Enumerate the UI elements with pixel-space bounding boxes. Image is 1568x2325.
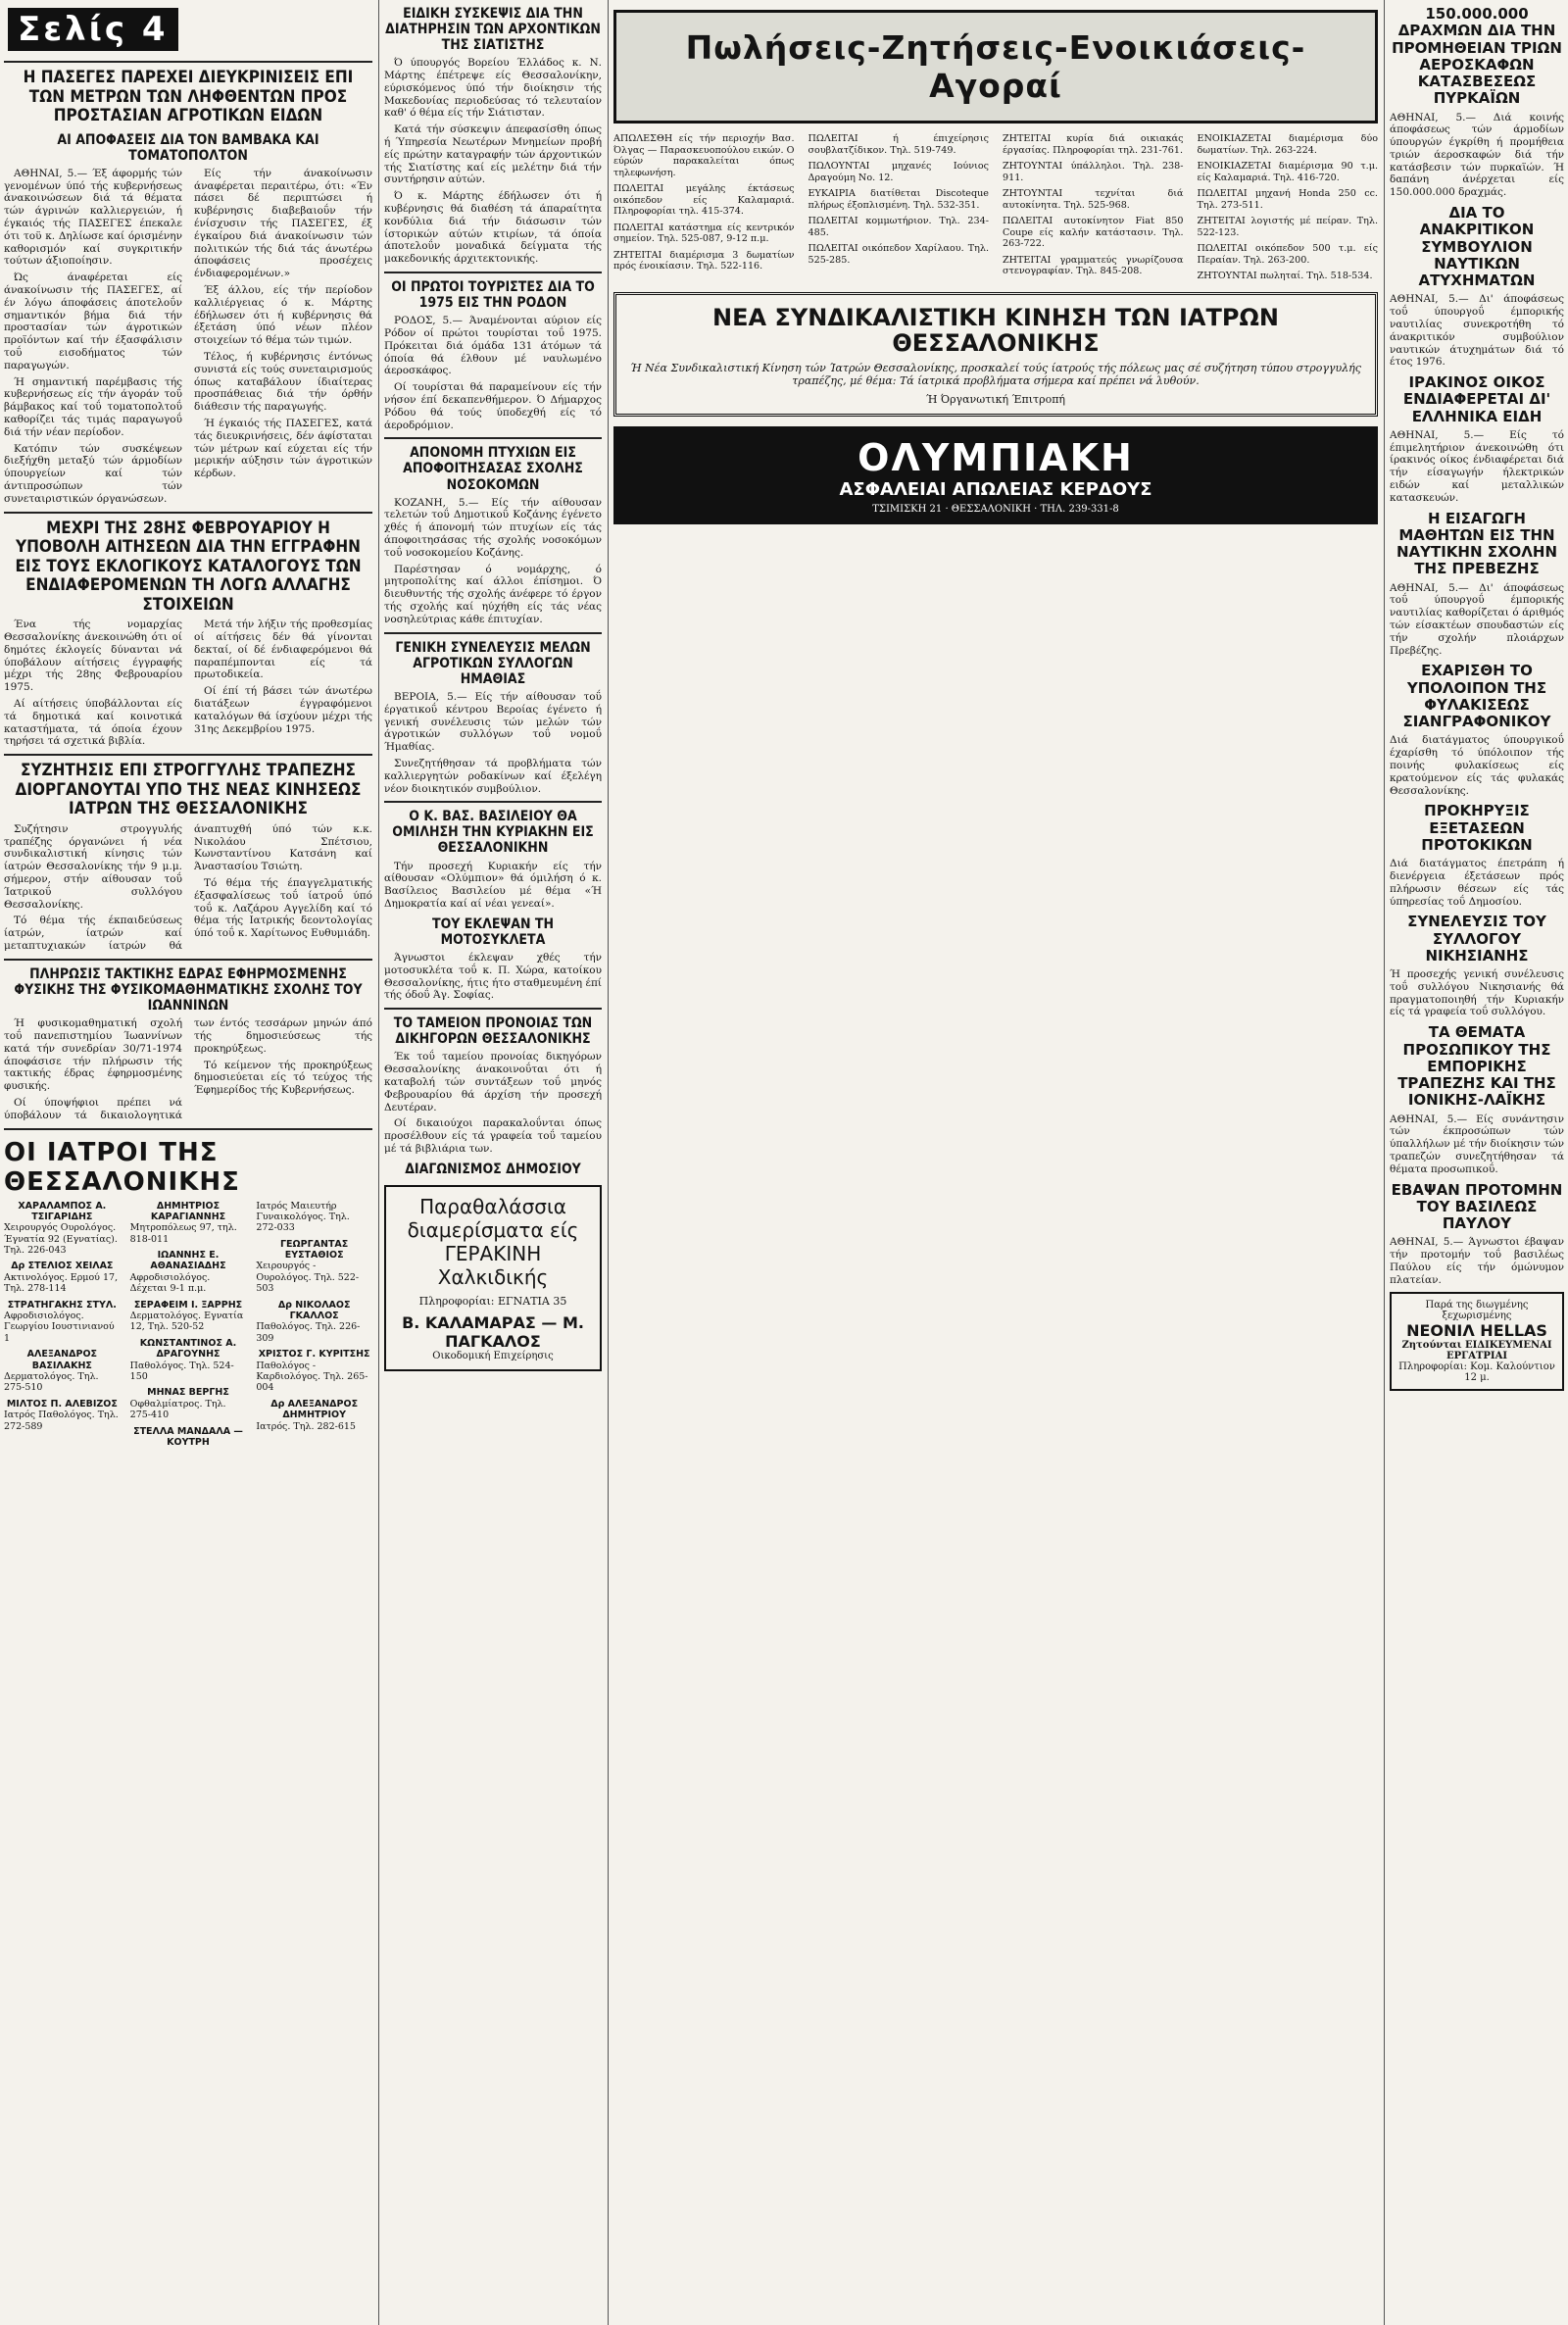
olympiaki-logo: ΟΛΥΜΠΙΑΚΗ (858, 436, 1134, 480)
ad-neonil-hellas: Παρά της διωγμένης ξεχωρισμένης ΝΕΟΝΙΛ HELLAS Ζητούνται ΕΙΔΙΚΕΥΜΕΝΑΙ ΕΡΓΑΤΡΙΑΙ Πληροφορίαι: Κομ. Καλούντιον 12 μ. (1390, 1292, 1564, 1391)
classifieds-section (613, 0, 1378, 2325)
divider (4, 61, 372, 63)
article-farmers-assembly: ΒΕΡΟΙΑ, 5.— Είς τήν αίθουσαν τοΰ έργατικοΰ κέντρου Βεροίας έγένετο ή γενική συνέλευσις τών μελών τών άγροτικών συλλόγων τοΰ νομοΰ Ήμαθίας. Συνεζητήθησαν τά προβλήματα τών καλλιεργητών ροδακίνων καί έξελέγη νέον διοικητικόν συμβούλιον. (384, 690, 602, 795)
headline-maritime-council: ΔΙΑ ΤΟ ΑΝΑΚΡΙΤΙΚΟΝ ΣΥΜΒΟΥΛΙΟΝ ΝΑΥΤΙΚΩΝ ΑΤΥΧΗΜΑΤΩΝ (1418, 204, 1536, 290)
article-rhodes-tourists: ΡΟΔΟΣ, 5.— Άναμένονται αύριον είς Ρόδον οί πρώτοι τουρίσται τοΰ 1975. Πρόκειται διά όμάδα 131 άτόμων τά όποία θά έλθουν μέ ναυλωμένο άεροσκάφος. Οί τουρίσται θά παραμείνουν είς τήν νήσον έπί δεκαπενθήμερον. Ό Δήμαρχος Ρόδου θά τούς ύποδεχθή είς τό άεροδρόμιον. (384, 315, 602, 431)
doctor-entry: ΚΩΝΣΤΑΝΤΙΝΟΣ Α. ΔΡΑΓΟΥΝΗΣ Παθολόγος. Τηλ. 524-150 (129, 1337, 237, 1382)
doctor-entry: ΧΡΙΣΤΟΣ Γ. ΚΥΡΙΤΣΗΣ Παθολόγος - Καρδιολόγος. Τηλ. 265-004 (256, 1349, 370, 1394)
column-rule (1384, 0, 1385, 2325)
headline-lawyers-fund: ΤΟ ΤΑΜΕΙΟΝ ΠΡΟΝΟΙΑΣ ΤΩΝ ΔΙΚΗΓΟΡΩΝ ΘΕΣΣΑΛΟΝΙΚΗΣ (393, 1015, 593, 1048)
article-lawyers-fund: Έκ τοΰ ταμείου προνοίας δικηγόρων Θεσσαλονίκης άνακοινοΰται ότι ή καταβολή τών συντάξεων τοΰ μηνός Φεβρουαρίου θά άρχίση τήν προσεχή Δευτέραν. Οί δικαιούχοι παρακαλοΰνται όπως προσέλθουν είς τά γραφεία τοΰ ταμείου μέ τά βιβλιάρια των. (384, 1051, 602, 1155)
doctor-entry: ΧΑΡΑΛΑΜΠΟΣ Α. ΤΣΙΓΑΡΙΔΗΣ Χειρουργός Ουρολόγος. Έγνατία 92 (Εγνατίας). Τηλ. 226-043 (4, 1200, 118, 1257)
article-stolen-motorcycle: Άγνωστοι έκλεψαν χθές τήν μοτοσυκλέτα τοΰ κ. Π. Χώρα, κατοίκου Θεσσαλονίκης, ήτις ήτο σταθμευμένη έπί τής όδοΰ Άγ. Σοφίας. (384, 951, 602, 1002)
classified-ads (613, 133, 1378, 282)
article-preveza-school: ΑΘΗΝΑΙ, 5.— Δι' άποφάσεως τοΰ ύπουργοΰ έμπορικής ναυτιλίας καθορίζεται ό άριθμός τών είσακτέων σπουδαστών είς τήν σχολήν πλοιάρχων Πρεβέζης. (1390, 581, 1564, 657)
classified-ad: ΠΩΛΕΙΤΑΙ ή έπιχείρησις σουβλατζίδικον. Τηλ. 519-749. (808, 133, 989, 156)
headline-pardon: ΕΧΑΡΙΣΘΗ ΤΟ ΥΠΟΛΟΙΠΟΝ ΤΗΣ ΦΥΛΑΚΙΣΕΩΣ ΣΙΑΝΓΡΑΦΟΝΙΚΟΥ (1402, 662, 1551, 731)
classified-ad: ΖΗΤΕΙΤΑΙ κυρία διά οικιακάς έργασίας. Πληροφορίαι τηλ. 231-761. (1003, 133, 1184, 156)
column-rule (378, 0, 379, 2325)
classified-ad: ΕΝΟΙΚΙΑΖΕΤΑΙ διαμέρισμα 90 τ.μ. είς Καλαμαριά. Τηλ. 416-720. (1197, 161, 1378, 183)
article-nikisiani: Ή προσεχής γενική συνέλευσις τοΰ συλλόγου Νικησιανής θά πραγματοποιηθή τήν Κυριακήν είς τά γραφεία τοΰ συλλόγου. (1390, 968, 1564, 1018)
classified-ad: ΕΥΚΑΙΡΙΑ διατίθεται Discoteque πλήρως έξοπλισμένη. Τηλ. 532-351. (808, 188, 989, 211)
article-vasileiou-speech: Τήν προσεχή Κυριακήν είς τήν αίθουσαν «Ολύμπιον» θά όμιλήση ό κ. Βασίλειος Βασιλείου μέ θέμα «Ή Δημοκρατία καί αί νέαι γενεαί». (384, 860, 602, 910)
ad-doctors-union: ΝΕΑ ΣΥΝΔΙΚΑΛΙΣΤΙΚΗ ΚΙΝΗΣΗ ΤΩΝ ΙΑΤΡΩΝ ΘΕΣΣΑΛΟΝΙΚΗΣ Ή Νέα Συνδικαλιστική Κίνηση τών Ίατρών Θεσσαλονίκης, προσκαλεί τούς ίατρούς τής πόλεως μας σέ συζήτηση τύπου στρογγυλής τραπέζης, μέ θέμα: Τά ίατρικά προβλήματα σήμερα καί πρέπει νά λυθούν. Ή Όργανωτική Έπιτροπή (613, 292, 1378, 418)
ad-olympiaki-insurance: ΟΛΥΜΠΙΑΚΗ ΑΣΦΑΛΕΙΑΙ ΑΠΩΛΕΙΑΣ ΚΕΡΔΟΥΣ ΤΣΙΜΙΣΚΗ 21 · ΘΕΣΣΑΛΟΝΙΚΗ · ΤΗΛ. 239-331-8 (613, 426, 1378, 524)
article-round-table: Συζήτησιν στρογγυλής τραπέζης όργανώνει ή νέα συνδικαλιστική κίνησις τών ίατρών Θεσσαλονίκης τήν 9 μ.μ. σήμερον, στήν αίθουσαν τοΰ Ίατρικοΰ συλλόγου Θεσσαλονίκης. Τό θέμα τής έκπαιδεύσεως ίατρών, ίατρών καί μεταπτυχιακών ίατρών θά άναπτυχθή ύπό τών κ.κ. Νικολάου Σπέτσιου, Κωνσταντίνου Κατσάνη καί Άναστασίου Τσιώτη. Τό θέμα τής έπαγγελματικής έξασφαλίσεως τοΰ ίατροΰ ύπό τοΰ κ. Λαζάρου Αγγελίδη καί τό θέμα τής Ιατρικής δεοντολογίας ύπό τοΰ κ. Χαρίτωνος Ευθυμιάδη. (4, 822, 372, 953)
page-masthead: Σελίς 4 (8, 8, 178, 51)
classified-ad: ΠΩΛΕΙΤΑΙ αυτοκίνητον Fiat 850 Coupe είς καλήν κατάστασιν. Τηλ. 263-722. (1003, 216, 1184, 249)
article-iraqi-firm: ΑΘΗΝΑΙ, 5.— Είς τό έπιμελητήριον άνεκοινώθη ότι ίρακινός οίκος ένδιαφέρεται διά τήν είσαγωγήν ήλεκτρικών ειδών καί μεταλλικών κατασκευών. (1390, 428, 1564, 504)
article-pardon: Διά διατάγματος ύπουργικοΰ έχαρίσθη τό ύπόλοιπον τής ποινής φυλακίσεως είς κρατούμενον είς τάς φυλακάς Θεσσαλονίκης. (1390, 734, 1564, 797)
doctors-directory-title: ΟΙ ΙΑΤΡΟΙ ΤΗΣ ΘΕΣΣΑΛΟΝΙΚΗΣ (4, 1137, 240, 1197)
article-physics-chair: Ή φυσικομαθηματική σχολή τοΰ πανεπιστημίου Ίωαννίνων κατά τήν συνεδρίαν 30/71-1974 άποφάσισε τήν πλήρωσιν τής τακτικής έδρας έφηρμοσμένης φυσικής. Οί ύποψήφιοι πρέπει νά ύποβάλουν τά δικαιολογητικά των έντός τεσσάρων μηνών άπό τής δημοσιεύσεως τής προκηρύξεως. Τό κείμενον τής προκηρύξεως δημοσιεύεται είς τό τεύχος τής Έφημερίδος τής Κυβερνήσεως. (4, 1017, 372, 1121)
headline-round-table: ΣΥΖΗΤΗΣΙΣ ΕΠΙ ΣΤΡΟΓΓΥΛΗΣ ΤΡΑΠΕΖΗΣ ΔΙΟΡΓΑΝΟΥΤΑΙ ΥΠΟ ΤΗΣ ΝΕΑΣ ΚΙΝΗΣΕΩΣ ΙΑΤΡΩΝ ΤΗΣ ΘΕΣΣΑΛΟΝΙΚΗΣ (15, 761, 362, 819)
headline-stolen-motorcycle: ΤΟΥ ΕΚΛΕΨΑΝ ΤΗ ΜΟΤΟΣΥΚΛΕΤΑ (431, 915, 555, 948)
doctor-entry: ΣΤΕΛΛΑ ΜΑΝΔΑΛΑ — ΚΟΥΤΡΗ Ιατρός Μαιευτήρ Γυναικολόγος. Τηλ. 272-033 (133, 1200, 350, 1448)
doctor-entry: ΜΗΝΑΣ ΒΕΡΓΗΣ Οφθαλμίατρος. Τηλ. 275-410 (129, 1387, 229, 1421)
subheadline-cotton-tomato: ΑΙ ΑΠΟΦΑΣΕΙΣ ΔΙΑ ΤΟΝ ΒΑΜΒΑΚΑ ΚΑΙ ΤΟΜΑΤΟΠΟΛΤΟΝ (57, 131, 319, 164)
classified-ad: ΠΩΛΕΙΤΑΙ μεγάλης έκτάσεως οικόπεδον είς Καλαμαριά. Πληροφορίαι τηλ. 415-374. (613, 183, 795, 217)
article-exams: Διά διατάγματος έπετράπη ή διενέργεια έξετάσεων πρός πλήρωσιν θέσεων είς τάς ύπηρεσίας τοΰ Δημοσίου. (1390, 858, 1564, 908)
headline-vasileiou-speech: Ο Κ. ΒΑΣ. ΒΑΣΙΛΕΙΟΥ ΘΑ ΟΜΙΛΗΣΗ ΤΗΝ ΚΥΡΙΑΚΗΝ ΕΙΣ ΘΕΣΣΑΛΟΝΙΚΗΝ (392, 809, 594, 857)
classifieds-banner: Πωλήσεις-Ζητήσεις-Ενοικιάσεις-Αγοραί (613, 10, 1378, 124)
headline-iraqi-firm: ΙΡΑΚΙΝΟΣ ΟΙΚΟΣ ΕΝΔΙΑΦΕΡΕΤΑΙ ΔΙ' ΕΛΛΗΝΙΚΑ ΕΙΔΗ (1402, 373, 1551, 425)
doctor-entry: ΣΕΡΑΦΕΙΜ Ι. ΞΑΡΡΗΣ Δερματολόγος. Εγνατία 12, Τηλ. 520-52 (129, 1299, 244, 1333)
divider (384, 1008, 602, 1010)
headline-farmers-assembly: ΓΕΝΙΚΗ ΣΥΝΕΛΕΥΣΙΣ ΜΕΛΩΝ ΑΓΡΟΤΙΚΩΝ ΣΥΛΛΟΓΩΝ ΗΜΑΘΙΑΣ (395, 639, 591, 687)
doctor-entry: ΙΩΑΝΝΗΣ Ε. ΑΘΑΝΑΣΙΑΔΗΣ Αφροδισιολόγος. Δέχεται 9-1 π.μ. (129, 1250, 226, 1295)
headline-electoral-lists: ΜΕΧΡΙ ΤΗΣ 28ΗΣ ΦΕΒΡΟΥΑΡΙΟΥ Η ΥΠΟΒΟΛΗ ΑΙΤΗΣΕΩΝ ΔΙΑ ΤΗΝ ΕΓΓΡΑΦΗΝ ΕΙΣ ΤΟΥΣ ΕΚΛΟΓΙΚΟΥΣ ΚΑΤΑΛΟΓΟΥΣ ΤΩΝ ΕΝΔΙΑΦΕΡΟΜΕΝΩΝ ΤΗ ΛΟΓΩ ΑΛΛΑΓΗΣ ΣΤΟΙΧΕΙΩΝ (15, 518, 362, 615)
left-column (4, 0, 372, 2325)
classified-ad: ΠΩΛΕΙΤΑΙ κομμωτήριον. Τηλ. 234-485. (808, 216, 989, 238)
divider (4, 754, 372, 756)
headline-aircraft: 150.000.000 ΔΡΑΧΜΩΝ ΔΙΑ ΤΗΝ ΠΡΟΜΗΘΕΙΑΝ ΤΡΙΩΝ ΑΕΡΟΣΚΑΦΩΝ ΚΑΤΑΣΒΕΣΕΩΣ ΠΥΡΚΑΪΩΝ (1392, 5, 1562, 108)
divider (384, 632, 602, 634)
article-nursing-diplomas: ΚΟΖΑΝΗ, 5.— Είς τήν αίθουσαν τελετών τοΰ Δημοτικοΰ Κοζάνης έγένετο χθές ή άπονομή τών πτυχίων είς τάς άποφοιτησάσας τής σχολής νοσοκόμων τοΰ νοσοκομείου Κοζάνης. Παρέστησαν ό νομάρχης, ό μητροπολίτης καί άλλοι έπίσημοι. Ό διευθυντής τής σχολής άνέφερε τό έργον τής σχολής καί ηύχήθη είς τάς νέας νοσηλεύτριας κάθε έπιτυχίαν. (384, 496, 602, 625)
article-aircraft: ΑΘΗΝΑΙ, 5.— Διά κοινής άποφάσεως τών άρμοδίων ύπουργών έγκρίθη ή προμήθεια τριών άεροσκαφών διά τήν κατάσβεσιν τών πυρκαϊών. Ή δαπάνη άνέρχεται είς 150.000.000 δραχμάς. (1390, 111, 1564, 199)
doctor-entry: ΣΤΡΑΤΗΓΑΚΗΣ ΣΤΥΛ. Αφροδισιολόγος. Γεωργίου Ιουστινιανού 1 (4, 1299, 117, 1344)
classified-ad: ΠΩΛΕΙΤΑΙ μηχανή Honda 250 cc. Τηλ. 273-511. (1197, 188, 1378, 211)
article-electoral-lists: Ένα τής νομαρχίας Θεσσαλονίκης άνεκοινώθη ότι οί δημότες έκλογείς δύνανται νά ύποβάλουν αίτήσεις έγγραφής μέχρι τής 28ης Φεβρουαρίου 1975. Αί αίτήσεις ύποβάλλονται είς τά δημοτικά καί κοινοτικά καταστήματα, τά όποία έχουν τηρήσει τά σχετικά βιβλία. Μετά τήν λήξιν τής προθεσμίας οί αίτήσεις δέν θά γίνονται δεκταί, οί δέ ένδιαφερόμενοι θά παραπέμπονται είς τά πρωτοδικεία. Οί έπί τή βάσει τών άνωτέρω διατάξεων έγγραφόμενοι καταλόγων θά ίσχύουν μέχρι τής 31ης Δεκεμβρίου 1975. (4, 618, 372, 748)
headline-nikisiani: ΣΥΝΕΛΕΥΣΙΣ ΤΟΥ ΣΥΛΛΟΓΟΥ ΝΙΚΗΣΙΑΝΗΣ (1407, 913, 1546, 965)
classified-ad: ΖΗΤΟΥΝΤΑΙ ύπάλληλοι. Τηλ. 238-911. (1003, 161, 1184, 183)
divider (4, 959, 372, 961)
divider (4, 1128, 372, 1130)
classified-ad: ΠΩΛΕΙΤΑΙ οικόπεδον Χαρίλαου. Τηλ. 525-285. (808, 243, 989, 266)
classified-ad: ΠΩΛΕΙΤΑΙ κατάστημα είς κεντρικόν σημείον. Τηλ. 525-087, 9-12 π.μ. (613, 222, 795, 244)
doctor-entry: Δρ ΝΙΚΟΛΑΟΣ ΓΚΑΛΛΟΣ Παθολόγος. Τηλ. 226-309 (256, 1299, 361, 1344)
second-column (384, 0, 602, 2325)
divider (384, 437, 602, 439)
article-maritime-council: ΑΘΗΝΑΙ, 5.— Δι' άποφάσεως τοΰ ύπουργοΰ έμπορικής ναυτιλίας συνεκροτήθη τό άνακριτικόν συμβούλιον ναυτικών άτυχημάτων διά τό έτος 1976. (1390, 293, 1564, 369)
article-pasegeses: ΑΘΗΝΑΙ, 5.— Έξ άφορμής τών γενομένων ύπό τής κυβερνήσεως άνακοινώσεων διά τά θέματα τών άγρινών καλλιεργειών, ή έγκαιός τής ΠΑΣΕΓΕΣ έπεκαλε ότι τοϋ κ. Δηλίωσε καί όρισμένην καθορισμόν καί συγκριτικήν τούτων άξιοποίησιν. Ώς άναφέρεται είς άνακοίνωσιν τής ΠΑΣΕΓΕΣ, αί έν λόγω άποφάσεις άποτελοΰν σημαντικόν βήμα διά τήν προστασίαν τών άγροτικών προϊόντων καί τήν έξασφάλισιν τοΰ εισοδήματος τών παραγωγών. Ή σημαντική παρέμβασις τής κυβερνήσεως είς τήν άγοράν τοΰ βάμβακος καί τοΰ τοματοπολτοΰ καθορίζει τάς τιμάς παραγωγοΰ διά τήν νέαν περίοδον. Κατόπιν τών συσκέψεων διεξήχθη μεταξύ τών άρμοδίων ύπουργείων καί τών άντιπροσώπων τών συνεταιριστικών όργανώσεων. Είς τήν άνακοίνωσιν άναφέρεται περαιτέρω, ότι: «Έν πάσει δέ περιπτώσει ή κυβέρνησις διαβεβαιοΰν τήν ένίσχυσιν τής ΠΑΣΕΓΕΣ, έξ έγκαίρου διά άνακοίνωσιν τών πολιτικών τής διά τάς άνωτέρω άποφάσεις προσέχεις ένδιαφερομένων.» Έξ άλλου, είς τήν περίοδον καλλιέργειας ό κ. Μάρτης έδήλωσεν ότι ή κυβέρνησις θά έξετάση ύπό νέων πλέον στοιχείων τό θέμα τών τιμών. Τέλος, ή κυβέρνησις έντόνως συνιστά είς τούς συνεταιρισμούς όπως καταβάλουν ίδιαίτερας προσπάθειας διά τήν όρθήν διάθεσιν τής παραγωγής. Ή έγκαιός τής ΠΑΣΕΓΕΣ, κατά τάς διευκρινήσεις, δέν άφίσταται τών μέτρων καί εύχεται είς τήν μερικήν αύξησιν τών άγροτικών κέρδων. (4, 167, 372, 505)
article-bank-staff: ΑΘΗΝΑΙ, 5.— Είς συνάντησιν τών έκπροσώπων τών ύπαλλήλων μέ τήν διοίκησιν τών τραπεζών συνεζητήθησαν τά θέματα προσωπικοΰ. (1390, 1113, 1564, 1175)
classified-ad: ΖΗΤΕΙΤΑΙ γραμματεύς γνωρίζουσα στενογραφίαν. Τηλ. 845-208. (1003, 254, 1184, 276)
doctor-entry: ΔΗΜΗΤΡΙΟΣ ΚΑΡΑΓΙΑΝΝΗΣ Μητροπόλεως 97, τηλ. 818-011 (129, 1200, 237, 1245)
divider (4, 512, 372, 514)
headline-nursing-diplomas: ΑΠΟΝΟΜΗ ΠΤΥΧΙΩΝ ΕΙΣ ΑΠΟΦΟΙΤΗΣΑΣΑΣ ΣΧΟΛΗΣ ΝΟΣΟΚΟΜΩΝ (403, 445, 583, 493)
divider (384, 272, 602, 273)
doctor-entry: Δρ ΑΛΕΞΑΝΔΡΟΣ ΔΗΜΗΤΡΙΟΥ Ιατρός. Τηλ. 282-615 (256, 1398, 359, 1432)
headline-preveza-school: Η ΕΙΣΑΓΩΓΗ ΜΑΘΗΤΩΝ ΕΙΣ ΤΗΝ ΝΑΥΤΙΚΗΝ ΣΧΟΛΗΝ ΤΗΣ ΠΡΕΒΕΖΗΣ (1396, 509, 1558, 578)
column-rule (608, 0, 609, 2325)
doctors-directory (4, 1201, 372, 1449)
classified-ad: ΕΝΟΙΚΙΑΖΕΤΑΙ διαμέρισμα δύο δωματίων. Τηλ. 263-224. (1197, 133, 1378, 156)
doctor-entry: ΜΙΛΤΟΣ Π. ΑΛΕΒΙΖΟΣ Ιατρός Παθολόγος. Τηλ. 272-589 (4, 1398, 119, 1432)
classified-ad: ΖΗΤΟΥΝΤΑΙ πωληταί. Τηλ. 518-534. (1197, 271, 1373, 281)
headline-physics-chair: ΠΛΗΡΩΣΙΣ ΤΑΚΤΙΚΗΣ ΕΔΡΑΣ ΕΦΗΡΜΟΣΜΕΝΗΣ ΦΥΣΙΚΗΣ ΤΗΣ ΦΥΣΙΚΟΜΑΘΗΜΑΤΙΚΗΣ ΣΧΟΛΗΣ ΤΟΥ ΙΩΑΝΝΙΝΩΝ (14, 965, 363, 1014)
article-siatista: Ό ύπουργός Βορείου Έλλάδος κ. Ν. Μάρτης έπέτρεψε είς Θεσσαλονίκην, εύρισκόμενος ύπό τήν διοίκησιν τής Μακεδονίας περιοδεύσας τό τελευταίον καθ' ό θέμα είς τήν Σιάτισταν. Κατά τήν σύσκεψιν άπεφασίσθη όπως ή Ύπηρεσία Νεωτέρων Μνημείων προβή είς πρώτην καταγραφήν τών άρχοντικών τής Σιατίστης καί είς μελέτην διά τήν συντήρησιν αύτών. Ό κ. Μάρτης έδήλωσεν ότι ή κυβέρνησις θά διαθέση τά άπαραίτητα κονδύλια διά τήν διάσωσιν τών ίστορικών αύτών κτιρίων, τά όποία άποτελοΰν μοναδικά δείγματα τής μακεδονικής άρχιτεκτονικής. (384, 57, 602, 266)
right-column (1390, 0, 1564, 2325)
headline-siatista: ΕΙΔΙΚΗ ΣΥΣΚΕΨΙΣ ΔΙΑ ΤΗΝ ΔΙΑΤΗΡΗΣΙΝ ΤΩΝ ΑΡΧΟΝΤΙΚΩΝ ΤΗΣ ΣΙΑΤΙΣΤΗΣ (385, 6, 601, 54)
classified-ad: ΖΗΤΟΥΝΤΑΙ τεχνίται διά αυτοκίνητα. Τηλ. 525-968. (1003, 188, 1184, 211)
classified-ad: ΠΩΛΟΥΝΤΑΙ μηχανές Ιούνιος Δραγούμη Νο. 12. (808, 161, 989, 183)
headline-rhodes-tourists: ΟΙ ΠΡΩΤΟΙ ΤΟΥΡΙΣΤΕΣ ΔΙΑ ΤΟ 1975 ΕΙΣ ΤΗΝ ΡΟΔΟΝ (391, 279, 595, 312)
doctor-entry: Δρ ΣΤΕΛΙΟΣ ΧΕΙΛΑΣ Ακτινολόγος. Ερμού 17, Τηλ. 278-114 (4, 1261, 119, 1295)
headline-bust: ΕΒΑΨΑΝ ΠΡΟΤΟΜΗΝ ΤΟΥ ΒΑΣΙΛΕΩΣ ΠΑΥΛΟΥ (1391, 1180, 1563, 1233)
classified-ad: ΖΗΤΕΙΤΑΙ διαμέρισμα 3 δωματίων πρός ένοικίασιν. Τηλ. 522-116. (613, 249, 795, 272)
headline-public-tender: ΔΙΑΓΩΝΙΣΜΟΣ ΔΗΜΟΣΙΟΥ (405, 1161, 581, 1177)
classified-ad: ΑΠΩΛΕΣΘΗ είς τήν περιοχήν Βασ. Όλγας — Παρασκευοπούλου εικών. Ο εύρών παρακαλείται όπως τηλεφωνήση. (613, 133, 795, 178)
classified-ad: ΠΩΛΕΙΤΑΙ οικόπεδον 500 τ.μ. είς Περαίαν. Τηλ. 263-200. (1197, 243, 1378, 266)
divider (384, 801, 602, 803)
headline-exams: ΠΡΟΚΗΡΥΞΙΣ ΕΞΕΤΑΣΕΩΝ ΠΡΟΤΟΚΙΚΩΝ (1421, 802, 1533, 854)
article-bust: ΑΘΗΝΑΙ, 5.— Άγνωστοι έβαψαν τήν προτομήν τοΰ βασιλέως Παύλου είς τήν όμώνυμον πλατείαν. (1390, 1236, 1564, 1286)
doctor-entry: ΓΕΩΡΓΑΝΤΑΣ ΕΥΣΤΑΘΙΟΣ Χειρουργός - Ουρολόγος. Τηλ. 522-503 (256, 1238, 360, 1295)
neonil-logo: ΝΕΟΝΙΛ HELLAS (1406, 1321, 1547, 1341)
headline-bank-staff: ΤΑ ΘΕΜΑΤΑ ΠΡΟΣΩΠΙΚΟΥ ΤΗΣ ΕΜΠΟΡΙΚΗΣ ΤΡΑΠΕΖΗΣ ΚΑΙ ΤΗΣ ΙΟΝΙΚΗΣ-ΛΑΪΚΗΣ (1397, 1023, 1556, 1110)
headline-pasegeses: Η ΠΑΣΕΓΕΣ ΠΑΡΕΧΕΙ ΔΙΕΥΚΡΙΝΙΣΕΙΣ ΕΠΙ ΤΩΝ ΜΕΤΡΩΝ ΤΩΝ ΛΗΦΘΕΝΤΩΝ ΠΡΟΣ ΠΡΟΣΤΑΣΙΑΝ ΑΓΡΟΤΙΚΩΝ ΕΙΔΩΝ (23, 68, 354, 126)
classified-ad: ΖΗΤΕΙΤΑΙ λογιστής μέ πείραν. Τηλ. 522-123. (1197, 216, 1378, 238)
doctor-entry: ΑΛΕΞΑΝΔΡΟΣ ΒΑΣΙΛΑΚΗΣ Δερματολόγος. Τηλ. 275-510 (4, 1349, 99, 1394)
ad-gerakini-apartments: Παραθαλάσσια διαμερίσματα είς ΓΕΡΑΚΙΝΗ Χαλκιδικής Πληροφορίαι: ΕΓΝΑΤΙΑ 35 Β. ΚΑΛΑΜΑΡΑΣ — Μ. ΠΑΓΚΑΛΟΣ Οικοδομική Επιχείρησις (384, 1185, 602, 1371)
